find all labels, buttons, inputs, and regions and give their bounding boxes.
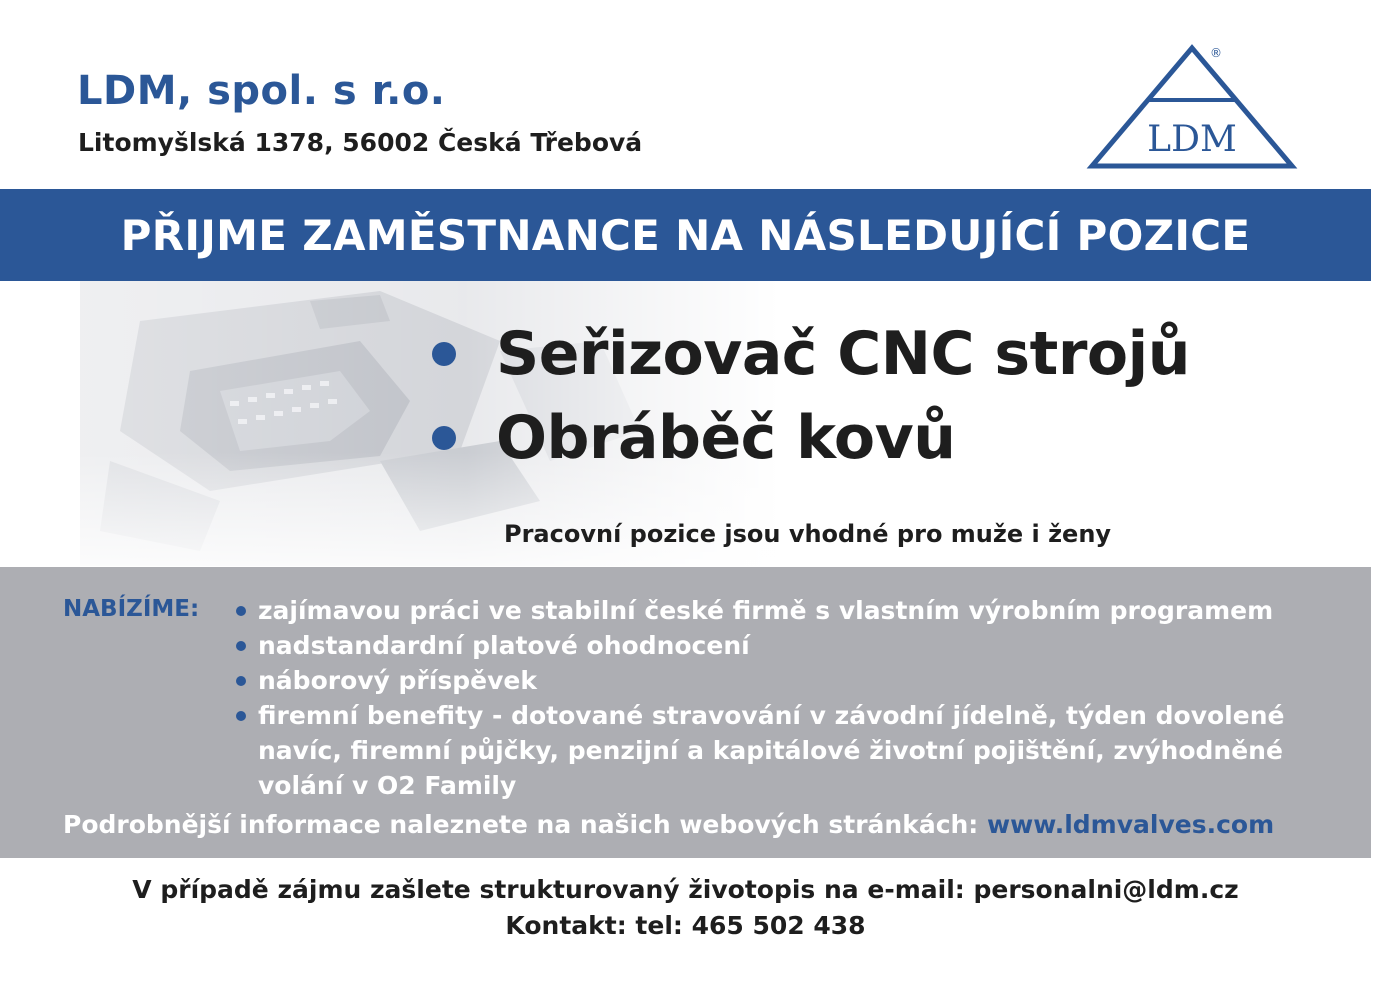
- benefit-text: nadstandardní platové ohodnocení: [258, 631, 750, 660]
- benefit-text: zajímavou práci ve stabilní české firmě s vlastním výrobním programem: [258, 596, 1274, 625]
- bullet-icon: [432, 342, 456, 366]
- contact-section: [0, 872, 1371, 944]
- position-item: [428, 396, 1190, 480]
- website-link[interactable]: www.ldmvalves.com: [987, 810, 1275, 839]
- bullet-icon: [432, 426, 456, 450]
- bullet-icon: [236, 606, 246, 616]
- bullet-icon: [236, 711, 246, 721]
- benefit-item: [236, 628, 1338, 663]
- benefit-text: firemní benefity - dotované stravování v závodní jídelně, týden dovolené navíc, firemní půjčky, penzijní a kapitálové životní pojištění, zvýhodněné volání v O2 Family: [258, 701, 1285, 800]
- more-info-line: [63, 810, 1274, 839]
- benefit-item: [236, 593, 1338, 628]
- suitability-note: Pracovní pozice jsou vhodné pro muže i ženy: [504, 520, 1112, 548]
- email-line: V případě zájmu zašlete strukturovaný životopis na e-mail: personalni@ldm.cz: [132, 875, 1239, 904]
- offer-heading: NABÍZÍME:: [63, 596, 200, 622]
- bullet-icon: [236, 676, 246, 686]
- ldm-logo: [1086, 42, 1298, 172]
- banner-title: PŘIJME ZAMĚSTNANCE NA NÁSLEDUJÍCÍ POZICE: [120, 210, 1251, 260]
- benefit-text: náborový příspěvek: [258, 666, 537, 695]
- headline-banner: [0, 189, 1371, 281]
- registered-mark: ®: [1210, 46, 1222, 60]
- more-info-text: Podrobnější informace naleznete na našich webových stránkách:: [63, 810, 979, 839]
- benefit-item: [236, 698, 1338, 803]
- company-name: LDM, spol. s r.o.: [77, 68, 446, 114]
- position-label: Seřizovač CNC strojů: [496, 319, 1190, 389]
- benefit-item: [236, 663, 1338, 698]
- ldm-triangle-logo-icon: [1086, 42, 1298, 172]
- company-address: Litomyšlská 1378, 56002 Česká Třebová: [78, 128, 643, 157]
- phone-line: Kontakt: tel: 465 502 438: [505, 911, 866, 940]
- positions-list: [428, 312, 1190, 480]
- benefits-list: [236, 593, 1338, 803]
- logo-text: LDM: [1147, 119, 1237, 160]
- bullet-icon: [236, 641, 246, 651]
- position-item: [428, 312, 1190, 396]
- position-label: Obráběč kovů: [496, 403, 956, 473]
